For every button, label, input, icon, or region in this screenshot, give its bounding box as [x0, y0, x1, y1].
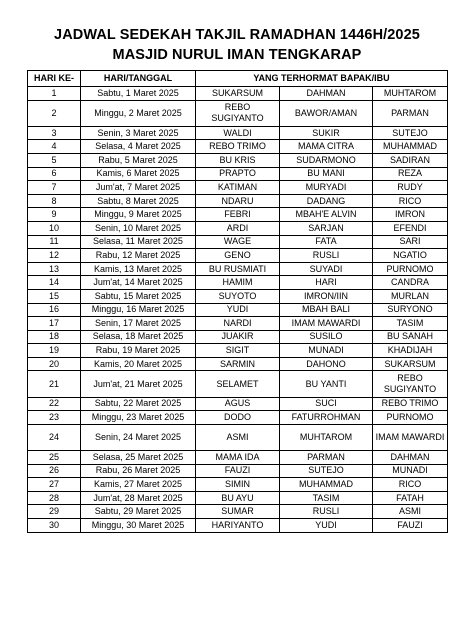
cell-date: Minggu, 30 Maret 2025 — [81, 519, 196, 533]
cell-name-2: SUCI — [280, 397, 373, 411]
cell-name-2: SARJAN — [280, 221, 373, 235]
cell-date: Jum'at, 21 Maret 2025 — [81, 371, 196, 397]
cell-day-number: 2 — [28, 100, 81, 126]
cell-day-number: 11 — [28, 235, 81, 249]
cell-date: Sabtu, 1 Maret 2025 — [81, 87, 196, 101]
cell-name-3: PURNOMO — [373, 411, 448, 425]
cell-name-2: RUSLI — [280, 249, 373, 263]
cell-name-1: SUKARSUM — [196, 87, 280, 101]
cell-name-3: RICO — [373, 478, 448, 492]
cell-date: Sabtu, 8 Maret 2025 — [81, 194, 196, 208]
cell-name-3: SURYONO — [373, 303, 448, 317]
header-date: HARI/TANGGAL — [81, 71, 196, 87]
cell-day-number: 16 — [28, 303, 81, 317]
cell-name-3: MUHTAROM — [373, 87, 448, 101]
cell-day-number: 14 — [28, 276, 81, 290]
cell-name-1: JUAKIR — [196, 330, 280, 344]
table-row — [28, 221, 448, 235]
cell-name-2: MBAH BALI — [280, 303, 373, 317]
table-row — [28, 411, 448, 425]
cell-name-2: HARI — [280, 276, 373, 290]
table-row — [28, 303, 448, 317]
cell-day-number: 27 — [28, 478, 81, 492]
cell-name-1: WAGE — [196, 235, 280, 249]
cell-name-1: HAMIM — [196, 276, 280, 290]
cell-name-1: BU AYU — [196, 491, 280, 505]
cell-name-1: KATIMAN — [196, 181, 280, 195]
cell-name-1: ARDI — [196, 221, 280, 235]
cell-date: Minggu, 9 Maret 2025 — [81, 208, 196, 222]
cell-day-number: 25 — [28, 451, 81, 465]
table-row — [28, 451, 448, 465]
cell-name-2: IMAM MAWARDI — [280, 317, 373, 331]
cell-name-2: BU YANTI — [280, 371, 373, 397]
cell-day-number: 26 — [28, 464, 81, 478]
cell-name-1: FEBRI — [196, 208, 280, 222]
cell-name-3: SADIRAN — [373, 153, 448, 167]
cell-day-number: 21 — [28, 371, 81, 397]
cell-name-1: BU KRIS — [196, 153, 280, 167]
table-row — [28, 87, 448, 101]
table-row — [28, 317, 448, 331]
cell-name-2: DAHMAN — [280, 87, 373, 101]
schedule-body — [28, 87, 448, 533]
cell-name-2: FATA — [280, 235, 373, 249]
cell-name-1: GENO — [196, 249, 280, 263]
document-title: JADWAL SEDEKAH TAKJIL RAMADHAN 1446H/2025 — [54, 27, 420, 43]
cell-name-2: BAWOR/AMAN — [280, 100, 373, 126]
cell-name-1: YUDI — [196, 303, 280, 317]
cell-date: Sabtu, 29 Maret 2025 — [81, 505, 196, 519]
table-row — [28, 371, 448, 397]
table-row — [28, 464, 448, 478]
cell-name-3: MUNADI — [373, 464, 448, 478]
cell-date: Kamis, 6 Maret 2025 — [81, 167, 196, 181]
cell-day-number: 29 — [28, 505, 81, 519]
table-row — [28, 100, 448, 126]
cell-date: Kamis, 20 Maret 2025 — [81, 357, 196, 371]
table-row — [28, 262, 448, 276]
table-row — [28, 519, 448, 533]
cell-name-3: KHADIJAH — [373, 344, 448, 358]
cell-day-number: 13 — [28, 262, 81, 276]
table-row — [28, 491, 448, 505]
document-subtitle: MASJID NURUL IMAN TENGKARAP — [112, 47, 362, 63]
cell-name-2: MAMA CITRA — [280, 140, 373, 154]
table-row — [28, 505, 448, 519]
cell-name-1: FAUZI — [196, 464, 280, 478]
cell-date: Senin, 10 Maret 2025 — [81, 221, 196, 235]
header-day: HARI KE- — [28, 71, 81, 87]
cell-name-3: DAHMAN — [373, 451, 448, 465]
cell-day-number: 3 — [28, 126, 81, 140]
table-row — [28, 140, 448, 154]
cell-name-1: ASMI — [196, 424, 280, 450]
cell-name-3: IMAM MAWARDI — [373, 424, 448, 450]
cell-name-3: RUDY — [373, 181, 448, 195]
cell-date: Minggu, 2 Maret 2025 — [81, 100, 196, 126]
cell-name-2: IMRON/IIN — [280, 289, 373, 303]
cell-date: Sabtu, 15 Maret 2025 — [81, 289, 196, 303]
cell-name-3: FAUZI — [373, 519, 448, 533]
table-row — [28, 235, 448, 249]
cell-day-number: 23 — [28, 411, 81, 425]
cell-name-3: SARI — [373, 235, 448, 249]
cell-name-2: RUSLI — [280, 505, 373, 519]
cell-date: Rabu, 19 Maret 2025 — [81, 344, 196, 358]
table-row — [28, 330, 448, 344]
cell-name-3: IMRON — [373, 208, 448, 222]
cell-date: Kamis, 27 Maret 2025 — [81, 478, 196, 492]
cell-day-number: 6 — [28, 167, 81, 181]
cell-name-1: BU RUSMIATI — [196, 262, 280, 276]
table-row — [28, 424, 448, 450]
cell-name-2: MBAH'E ALVIN — [280, 208, 373, 222]
cell-day-number: 20 — [28, 357, 81, 371]
cell-name-2: SUTEJO — [280, 464, 373, 478]
cell-date: Senin, 3 Maret 2025 — [81, 126, 196, 140]
cell-name-3: CANDRA — [373, 276, 448, 290]
cell-date: Selasa, 11 Maret 2025 — [81, 235, 196, 249]
cell-name-2: SUYADI — [280, 262, 373, 276]
cell-day-number: 30 — [28, 519, 81, 533]
cell-date: Selasa, 25 Maret 2025 — [81, 451, 196, 465]
cell-day-number: 18 — [28, 330, 81, 344]
cell-date: Jum'at, 28 Maret 2025 — [81, 491, 196, 505]
cell-date: Selasa, 18 Maret 2025 — [81, 330, 196, 344]
cell-date: Minggu, 23 Maret 2025 — [81, 411, 196, 425]
cell-name-2: MUHTAROM — [280, 424, 373, 450]
cell-name-1: SARMIN — [196, 357, 280, 371]
table-row — [28, 344, 448, 358]
cell-day-number: 1 — [28, 87, 81, 101]
cell-name-2: DADANG — [280, 194, 373, 208]
cell-name-1: PRAPTO — [196, 167, 280, 181]
cell-day-number: 4 — [28, 140, 81, 154]
cell-date: Sabtu, 22 Maret 2025 — [81, 397, 196, 411]
header-names: YANG TERHORMAT BAPAK/IBU — [196, 71, 448, 87]
cell-day-number: 22 — [28, 397, 81, 411]
cell-name-3: REZA — [373, 167, 448, 181]
cell-name-3: REBO SUGIYANTO — [373, 371, 448, 397]
cell-date: Minggu, 16 Maret 2025 — [81, 303, 196, 317]
cell-name-3: SUTEJO — [373, 126, 448, 140]
cell-name-1: SIGIT — [196, 344, 280, 358]
table-row — [28, 153, 448, 167]
table-row — [28, 167, 448, 181]
cell-date: Selasa, 4 Maret 2025 — [81, 140, 196, 154]
table-row — [28, 289, 448, 303]
schedule-table — [27, 70, 448, 533]
cell-name-3: PURNOMO — [373, 262, 448, 276]
cell-date: Senin, 17 Maret 2025 — [81, 317, 196, 331]
table-header-row — [28, 71, 448, 87]
cell-name-3: FATAH — [373, 491, 448, 505]
cell-name-3: ASMI — [373, 505, 448, 519]
cell-name-3: MURLAN — [373, 289, 448, 303]
cell-name-3: MUHAMMAD — [373, 140, 448, 154]
cell-day-number: 17 — [28, 317, 81, 331]
table-row — [28, 357, 448, 371]
cell-name-1: WALDI — [196, 126, 280, 140]
cell-date: Jum'at, 7 Maret 2025 — [81, 181, 196, 195]
cell-name-1: SIMIN — [196, 478, 280, 492]
cell-day-number: 5 — [28, 153, 81, 167]
cell-name-1: HARIYANTO — [196, 519, 280, 533]
cell-name-2: SUSILO — [280, 330, 373, 344]
cell-day-number: 7 — [28, 181, 81, 195]
cell-date: Kamis, 13 Maret 2025 — [81, 262, 196, 276]
table-row — [28, 249, 448, 263]
cell-day-number: 12 — [28, 249, 81, 263]
cell-name-3: SUKARSUM — [373, 357, 448, 371]
cell-date: Rabu, 5 Maret 2025 — [81, 153, 196, 167]
table-row — [28, 194, 448, 208]
cell-date: Senin, 24 Maret 2025 — [81, 424, 196, 450]
cell-name-3: EFENDI — [373, 221, 448, 235]
cell-name-2: BU MANI — [280, 167, 373, 181]
cell-date: Rabu, 12 Maret 2025 — [81, 249, 196, 263]
cell-name-2: MURYADI — [280, 181, 373, 195]
cell-name-1: REBO TRIMO — [196, 140, 280, 154]
cell-day-number: 9 — [28, 208, 81, 222]
table-row — [28, 126, 448, 140]
cell-name-2: FATURROHMAN — [280, 411, 373, 425]
cell-name-2: SUKIR — [280, 126, 373, 140]
table-row — [28, 397, 448, 411]
cell-name-2: DAHONO — [280, 357, 373, 371]
cell-name-3: NGATIO — [373, 249, 448, 263]
cell-name-1: NARDI — [196, 317, 280, 331]
cell-name-2: YUDI — [280, 519, 373, 533]
cell-day-number: 8 — [28, 194, 81, 208]
cell-day-number: 28 — [28, 491, 81, 505]
cell-name-1: REBO SUGIYANTO — [196, 100, 280, 126]
cell-name-1: AGUS — [196, 397, 280, 411]
cell-date: Rabu, 26 Maret 2025 — [81, 464, 196, 478]
cell-name-1: SUMAR — [196, 505, 280, 519]
cell-day-number: 10 — [28, 221, 81, 235]
table-row — [28, 478, 448, 492]
cell-name-3: PARMAN — [373, 100, 448, 126]
cell-name-1: SUYOTO — [196, 289, 280, 303]
cell-name-3: RICO — [373, 194, 448, 208]
table-row — [28, 181, 448, 195]
cell-name-1: NDARU — [196, 194, 280, 208]
cell-name-2: MUHAMMAD — [280, 478, 373, 492]
cell-name-2: TASIM — [280, 491, 373, 505]
cell-date: Jum'at, 14 Maret 2025 — [81, 276, 196, 290]
cell-name-1: MAMA IDA — [196, 451, 280, 465]
cell-day-number: 15 — [28, 289, 81, 303]
cell-name-2: SUDARMONO — [280, 153, 373, 167]
table-row — [28, 208, 448, 222]
cell-name-3: BU SANAH — [373, 330, 448, 344]
cell-name-3: REBO TRIMO — [373, 397, 448, 411]
cell-day-number: 19 — [28, 344, 81, 358]
cell-day-number: 24 — [28, 424, 81, 450]
cell-name-3: TASIM — [373, 317, 448, 331]
table-row — [28, 276, 448, 290]
cell-name-1: DODO — [196, 411, 280, 425]
cell-name-2: MUNADI — [280, 344, 373, 358]
cell-name-2: PARMAN — [280, 451, 373, 465]
cell-name-1: SELAMET — [196, 371, 280, 397]
